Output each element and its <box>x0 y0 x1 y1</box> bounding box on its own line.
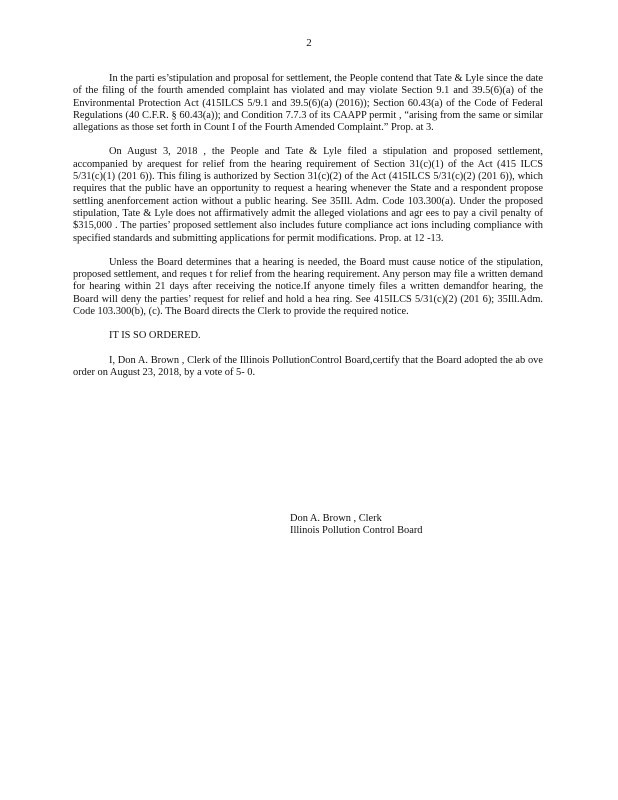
order-body <box>73 73 543 391</box>
so-ordered-statement: IT IS SO ORDERED. <box>109 330 201 342</box>
page-number: 2 <box>306 37 312 49</box>
paragraph-filing-and-penalty: On August 3, 2018 , the People and Tate & Lyle filed a stipulation and proposed settlement, accompanied by arequest for relief from the hearing requirement of Section 31(c)(1) of the Act (415 ILCS 5/31(c)(1) (201 6)). This filing is authorized by Section 31(c)(2) of the Act (415ILCS 5/31(c)(2) (201 6)), which requires that the public have an opportunity to request a hearing whenever the State and a respondent propose settling anenforcement action without a public hearing. See 35Ill. Adm. Code 103.300(a). Under the proposed stipulation, Tate & Lyle does not affirmatively admit the alleged violations and agr ees to pay a civil penalty of $315,000 . The parties’ proposed settlement also includes future compliance act ions including compliance with specified standards and submitting applications for permit modifications. Prop. at 12 -13. <box>73 146 543 244</box>
signature-block <box>290 513 423 538</box>
paragraph-hearing-notice: Unless the Board determines that a hearing is needed, the Board must cause notice of the stipulation, proposed settlement, and reques t for relief from the hearing requirement. Any person may file a written demand for hearing within 21 days after receiving the notice.If anyone timely files a written demandfor hearing, the Board will deny the parties’ request for relief and hold a hea ring. See 415ILCS 5/31(c)(2) (201 6); 35Ill.Adm. Code 103.300(b), (c). The Board directs the Clerk to provide the required notice. <box>73 256 543 318</box>
signature-organization: Illinois Pollution Control Board <box>290 525 423 537</box>
clerk-certification: I, Don A. Brown , Clerk of the Illinois PollutionControl Board,certify that the Board adopted the ab ove order on August 23, 2018, by a vote of 5- 0. <box>73 354 543 378</box>
signature-name: Don A. Brown , Clerk <box>290 513 382 524</box>
paragraph-stipulation-contentions: In the parti es’stipulation and proposal for settlement, the People contend that Tate & Lyle since the date of the filing of the fourth amended complaint has violated and may violate Section 9.1 and 39.5(6)(a) of the Environmental Protection Act (415ILCS 5/9.1 and 39.5(6)(a) (2016)); Section 60.43(a) of the Code of Federal Regulations (40 C.F.R. § 60.43(a)); and Condition 7.7.3 of its CAAPP permit , “arising from the same or similar allegations as those set forth in Count I of the Fourth Amended Complaint.” Prop. at 3. <box>73 73 543 134</box>
